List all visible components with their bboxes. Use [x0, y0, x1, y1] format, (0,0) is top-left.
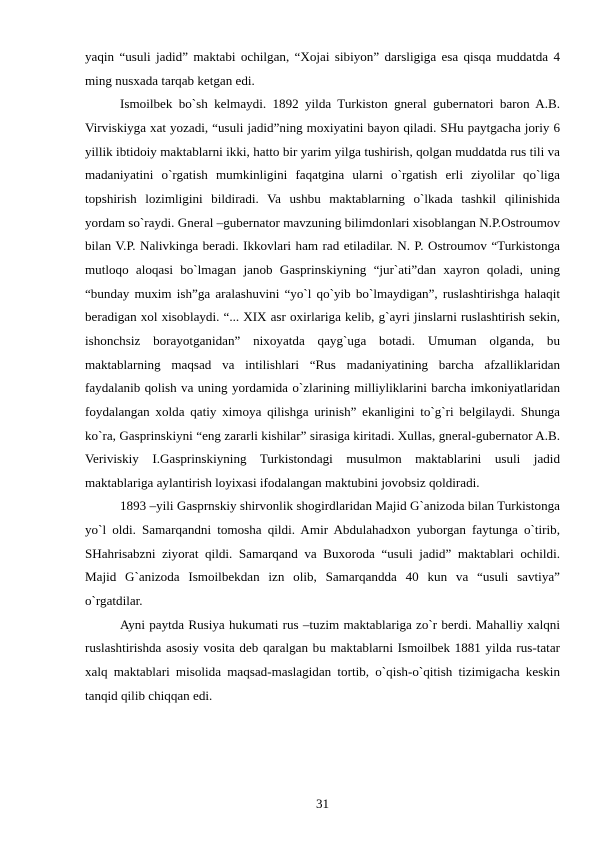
paragraph-continuation: yaqin “usuli jadid” maktabi ochilgan, “Xojai sibiyon” darsligiga esa qisqa muddatda 4 ming nusxada tarqab ketgan edi. [85, 49, 560, 88]
paragraph-ismoilbek-letter: Ismoilbek bo`sh kelmaydi. 1892 yilda Turkiston gneral gubernatori baron A.B. Virviskiyga xat yozadi, “usuli jadid”ning moxiyatini bayon qiladi. SHu paytgacha joriy 6 yillik ibtidoiy maktablarni ikki, hatto bir yarim yilga tushirish, qolgan muddatda rus tili va madaniyatini o`rgatish mumkinligini faqatgina ularni o`rgatish erli ziyolilar qo`liga topshirish lozimligini bildiradi. Va ushbu maktablarning o`lkada tashkil qilinishida yordam so`raydi. Gneral –gubernator mavzuning bilimdonlari xisoblangan N.P.Ostroumov bilan V.P. Nalivkinga beradi. Ikkovlari ham rad etiladilar. N. P. Ostroumov “Turkistonga mutloqo aloqasi bo`lmagan janob Gasprinskiyning “jur`ati”dan xayron qoladi, uning “bunday muxim ish”ga aralashuvini “yo`l qo`yib bo`lmaydigan”, ruslashtirishga halaqit beradigan xol xisoblaydi. “... XIX asr oxirlariga kelib, g`ayri jinslarni ruslashtirish sekin, ishonchsiz borayotganidan” nixoyatda qayg`uga botadi. Umuman olganda, bu maktablarning maqsad va intilishlari “Rus madaniyatining barcha afzalliklaridan faydalanib qolish va uning yordamida o`zlarining milliyliklarini barcha imkoniyatlaridan foydalangan xolda qatiy ximoya qilishga urinish” ekanligini to`g`ri belgilaydi. Shunga ko`ra, Gasprinskiyni “eng zararli kishilar” sirasiga kiritadi. Xullas, gneral-gubernator A.B. Veriviskiy I.Gasprinskiyning Turkistondagi musulmon maktablarini usuli jadid maktablariga aylantirish loyixasi ifodalangan maktubini jovobsiz qoldiradi. [85, 96, 560, 490]
page-number: 31 [315, 796, 330, 811]
paragraph-1893-journey: 1893 –yili Gasprnskiy shirvonlik shogirdlaridan Majid G`anizoda bilan Turkistonga yo`l oldi. Samarqandni tomosha qildi. Amir Abdulahadxon yuborgan faytunga o`tirib, SHahrisabzni ziyorat qildi. Samarqand va Buxoroda “usuli jadid” maktablari ochildi. Majid G`anizoda Ismoilbekdan izn olib, Samarqandda 40 kun va “usuli savtiya” o`rgatdilar. [85, 498, 560, 609]
document-body [85, 45, 560, 707]
paragraph-russian-schools: Ayni paytda Rusiya hukumati rus –tuzim maktablariga zo`r berdi. Mahalliy xalqni ruslashtirishda asosiy vosita deb qaralgan bu maktablarni Ismoilbek 1881 yilda rus-tatar xalq maktablari misolida maqsad-maslagidan tortib, o`qish-o`qitish tizimigacha keskin tanqid qilib chiqqan edi. [85, 616, 560, 703]
